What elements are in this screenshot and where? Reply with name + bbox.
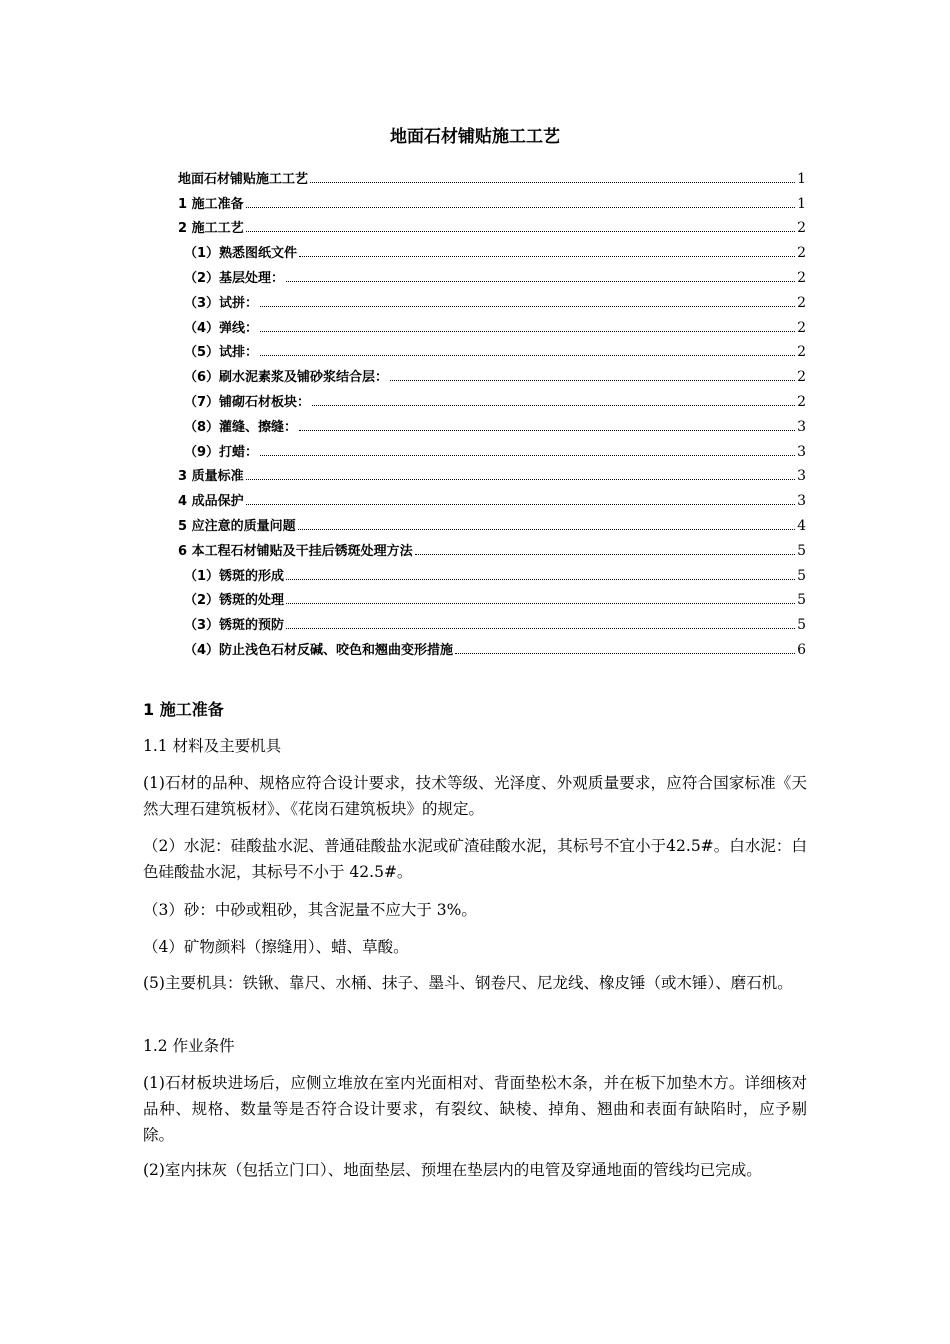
toc-entry-text: （2）基层处理： <box>184 270 285 286</box>
toc-entry[interactable] <box>178 509 806 534</box>
toc-leader-dots <box>246 503 796 505</box>
toc-leader-dots <box>298 528 796 530</box>
toc-entry-text: （6）刷水泥素浆及铺砂浆结合层： <box>184 370 389 386</box>
toc-entry-text: （9）打蜡： <box>184 444 259 460</box>
toc-leader-dots <box>299 255 795 257</box>
toc-entry[interactable] <box>178 311 806 336</box>
toc-entry-text: 2 施工工艺 <box>178 221 244 237</box>
toc-entry[interactable] <box>178 187 806 212</box>
paragraph: （3）砂：中砂或粗砂，其含泥量不应大于 3%。 <box>143 901 477 919</box>
toc-entry-text: （8）灌缝、擦缝： <box>184 419 298 435</box>
toc-entry-page: 5 <box>797 542 806 559</box>
toc-entry[interactable] <box>178 236 806 261</box>
toc-leader-dots <box>415 553 796 555</box>
toc-leader-dots <box>299 429 795 431</box>
paragraph: (2)室内抹灰（包括立门口）、地面垫层、预埋在垫层内的电管及穿通地面的管线均已完成。 <box>143 1161 762 1179</box>
toc-leader-dots <box>246 478 796 480</box>
section-heading: 1 施工准备 <box>143 700 224 719</box>
subsection-heading: 1.1 材料及主要机具 <box>143 737 282 755</box>
toc-entry-page: 3 <box>797 468 806 485</box>
toc-entry-text: （1）锈斑的形成 <box>184 568 285 584</box>
subsection-heading: 1.2 作业条件 <box>143 1037 235 1055</box>
toc-entry[interactable] <box>178 559 806 584</box>
toc-leader-dots <box>310 181 795 183</box>
toc-entry-text: （5）试排： <box>184 345 259 361</box>
toc-entry[interactable] <box>178 460 806 485</box>
paragraph: (1)石材板块进场后，应侧立堆放在室内光面相对、背面垫松木条，并在板下加垫木方。详细核对品种、规格、数量等是否符合设计要求，有裂纹、缺棱、掉角、翘曲和表面有缺陷时，应予剔除。 <box>143 1074 807 1144</box>
toc-entry[interactable] <box>178 162 806 187</box>
toc-entry-page: 2 <box>797 319 806 336</box>
toc-entry-page: 4 <box>797 517 806 534</box>
toc-entry-page: 5 <box>797 617 806 634</box>
toc-entry-text: 4 成品保护 <box>178 494 244 510</box>
toc-entry-text: （4）弹线： <box>184 320 259 336</box>
toc-leader-dots <box>260 354 795 356</box>
toc-entry-text: （1）熟悉图纸文件 <box>184 246 298 262</box>
toc-leader-dots <box>312 404 795 406</box>
toc-entry-page: 1 <box>797 170 806 187</box>
toc-entry[interactable] <box>178 435 806 460</box>
toc-entry[interactable] <box>178 212 806 237</box>
toc-entry-text: （3）锈斑的预防 <box>184 618 285 634</box>
toc-leader-dots <box>260 454 795 456</box>
toc-entry-page: 2 <box>797 269 806 286</box>
toc-entry-page: 3 <box>797 418 806 435</box>
toc-entry[interactable] <box>178 410 806 435</box>
toc-entry-text: （3）试拼： <box>184 295 259 311</box>
toc-entry-text: （7）铺砌石材板块： <box>184 394 311 410</box>
toc-entry-page: 2 <box>797 369 806 386</box>
toc-entry[interactable] <box>178 484 806 509</box>
toc-entry-page: 2 <box>797 344 806 361</box>
toc-entry[interactable] <box>178 360 806 385</box>
toc-leader-dots <box>260 330 795 332</box>
toc-entry-text: 3 质量标准 <box>178 469 244 485</box>
toc-leader-dots <box>286 280 795 282</box>
toc-entry-page: 3 <box>797 493 806 510</box>
toc-leader-dots <box>246 206 796 208</box>
paragraph: (1)石材的品种、规格应符合设计要求，技术等级、光泽度、外观质量要求，应符合国家标准《天然大理石建筑板材》、《花岗石建筑板块》的规定。 <box>143 774 807 818</box>
toc-leader-dots <box>286 602 795 604</box>
toc-entry-text: （4）防止浅色石材反碱、咬色和翘曲变形措施 <box>184 642 454 658</box>
toc-entry-text: 6 本工程石材铺贴及干挂后锈斑处理方法 <box>178 543 413 559</box>
toc-entry[interactable] <box>178 385 806 410</box>
toc-entry-page: 5 <box>797 567 806 584</box>
toc-entry[interactable] <box>178 261 806 286</box>
paragraph: （4）矿物颜料（擦缝用）、蜡、草酸。 <box>143 938 409 956</box>
toc-entry[interactable] <box>178 584 806 609</box>
toc-entry-text: 5 应注意的质量问题 <box>178 518 296 534</box>
toc-entry-text: （2）锈斑的处理 <box>184 593 285 609</box>
toc-entry-page: 3 <box>797 443 806 460</box>
toc-entry-text: 地面石材铺贴施工工艺 <box>178 171 309 187</box>
toc-leader-dots <box>390 379 795 381</box>
toc-leader-dots <box>286 578 795 580</box>
toc-entry-page: 2 <box>797 294 806 311</box>
toc-leader-dots <box>286 627 795 629</box>
toc-entry-page: 5 <box>797 592 806 609</box>
toc-entry-page: 1 <box>797 195 806 212</box>
toc-entry[interactable] <box>178 633 806 658</box>
paragraph: （2）水泥：硅酸盐水泥、普通硅酸盐水泥或矿渣硅酸水泥，其标号不宜小于42.5#。白水泥：白色硅酸盐水泥，其标号不小于 42.5#。 <box>143 837 807 881</box>
table-of-contents <box>178 162 806 658</box>
toc-entry-page: 2 <box>797 245 806 262</box>
toc-leader-dots <box>455 652 795 654</box>
toc-leader-dots <box>246 230 796 232</box>
toc-entry[interactable] <box>178 608 806 633</box>
toc-entry-text: 1 施工准备 <box>178 196 244 212</box>
document-title: 地面石材铺贴施工工艺 <box>390 127 560 147</box>
toc-entry-page: 2 <box>797 393 806 410</box>
toc-entry[interactable] <box>178 286 806 311</box>
toc-entry-page: 2 <box>797 220 806 237</box>
paragraph: (5)主要机具：铁锹、靠尺、水桶、抹子、墨斗、钢卷尺、尼龙线、橡皮锤（或木锤）、磨石机。 <box>143 974 793 992</box>
toc-entry[interactable] <box>178 336 806 361</box>
toc-entry-page: 6 <box>797 641 806 658</box>
toc-leader-dots <box>260 305 795 307</box>
toc-entry[interactable] <box>178 534 806 559</box>
